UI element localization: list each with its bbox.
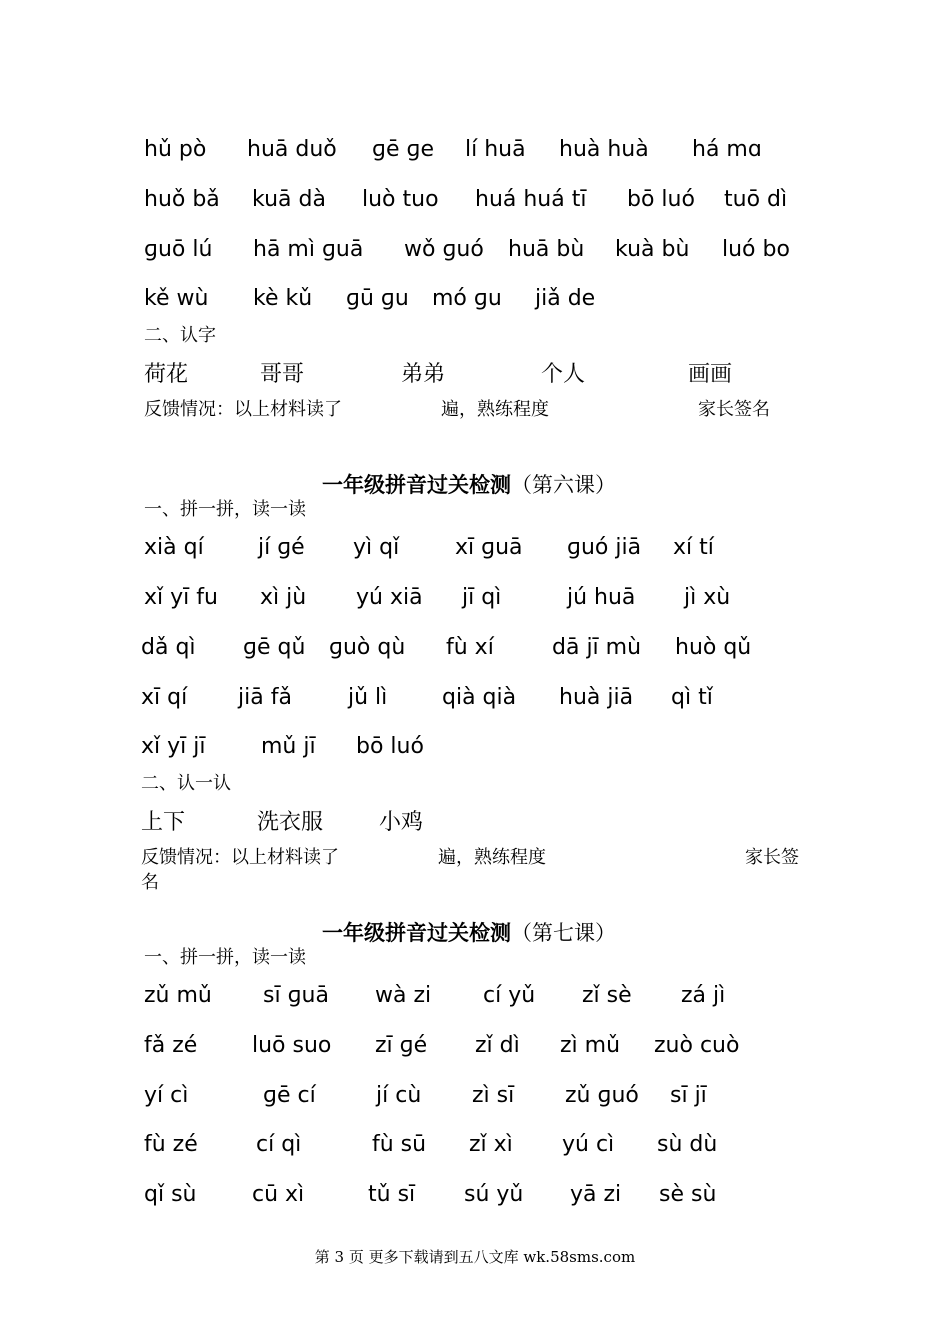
pinyin-word: cí yǔ: [483, 983, 536, 1008]
pinyin-word: xǐ yī jī: [141, 734, 206, 759]
pinyin-word: ɡuò qù: [329, 635, 406, 660]
pinyin-word: yú xiā: [356, 585, 423, 610]
pinyin-word: zǐ sè: [582, 983, 632, 1008]
pinyin-word: jì xù: [684, 585, 731, 610]
pinyin-word: xí tí: [673, 535, 714, 560]
pinyin-row: [0, 186, 950, 226]
pinyin-word: lí huā: [465, 137, 526, 162]
pinyin-word: tuō dì: [724, 187, 788, 212]
pinyin-word: jú huā: [567, 585, 636, 610]
lesson-title: [322, 472, 616, 498]
pinyin-word: bō luó: [356, 734, 424, 759]
feedback-text: 遍，熟练程度: [438, 847, 546, 868]
section-heading: 二、认一认: [141, 773, 231, 794]
pinyin-word: huá huá tī: [475, 187, 587, 212]
pinyin-word: zī ɡé: [375, 1033, 428, 1058]
lesson-title-main: 一年级拼音过关检测: [322, 472, 511, 497]
pinyin-row: [0, 634, 950, 674]
pinyin-word: fù xí: [446, 635, 494, 660]
pinyin-word: zǐ dì: [475, 1033, 520, 1058]
pinyin-word: xì jù: [260, 585, 307, 610]
pinyin-word: huā duǒ: [247, 137, 337, 162]
character-word: 上下: [141, 810, 186, 835]
pinyin-word: fǎ zé: [144, 1033, 198, 1058]
pinyin-word: dā jī mù: [552, 635, 642, 660]
pinyin-row: [0, 236, 950, 276]
pinyin-row: [0, 584, 950, 624]
pinyin-word: sī jī: [670, 1083, 707, 1108]
pinyin-word: yí cì: [144, 1083, 189, 1108]
pinyin-word: zuò cuò: [654, 1033, 740, 1058]
pinyin-word: dǎ qì: [141, 635, 196, 660]
pinyin-word: mǔ jī: [261, 734, 316, 759]
pinyin-word: zǐ xì: [469, 1132, 513, 1157]
pinyin-word: fù sū: [372, 1132, 427, 1157]
pinyin-word: hā mì ɡuā: [253, 237, 364, 262]
pinyin-word: huā bù: [508, 237, 585, 262]
pinyin-word: luō suo: [252, 1033, 332, 1058]
pinyin-word: ɡuó jiā: [567, 535, 642, 560]
pinyin-word: yì qǐ: [353, 535, 400, 560]
pinyin-word: yú cì: [562, 1132, 615, 1157]
pinyin-word: ɡuō lú: [144, 237, 213, 262]
pinyin-row: [0, 285, 950, 325]
parent-signature-label: 家长签名: [698, 399, 770, 420]
pinyin-word: há mɑ: [692, 137, 762, 162]
pinyin-word: zá jì: [681, 983, 726, 1008]
pinyin-word: ɡē cí: [263, 1083, 316, 1108]
section-heading: 二、认字: [144, 325, 216, 346]
pinyin-word: kuā dà: [252, 187, 326, 212]
pinyin-row: [0, 136, 950, 176]
pinyin-word: zì sī: [472, 1083, 515, 1108]
pinyin-word: wǒ ɡuó: [404, 237, 484, 262]
pinyin-word: luó bo: [722, 237, 790, 262]
pinyin-word: huà huà: [559, 137, 649, 162]
pinyin-row: [0, 684, 950, 724]
pinyin-word: jí cù: [376, 1083, 422, 1108]
pinyin-word: ɡē qǔ: [243, 635, 306, 660]
pinyin-word: kè kǔ: [253, 286, 313, 311]
character-word: 小鸡: [379, 810, 424, 835]
character-word: 弟弟: [401, 362, 446, 387]
lesson-title-main: 一年级拼音过关检测: [322, 920, 511, 945]
pinyin-word: jī qì: [462, 585, 502, 610]
pinyin-word: cí qì: [256, 1132, 302, 1157]
pinyin-row: [0, 1032, 950, 1072]
pinyin-word: sī ɡuā: [263, 983, 329, 1008]
pinyin-word: zǔ mǔ: [144, 983, 212, 1008]
lesson-title-number: （第六课）: [511, 473, 616, 497]
pinyin-word: luò tuo: [362, 187, 439, 212]
pinyin-word: qià qià: [442, 685, 517, 710]
pinyin-word: qǐ sù: [144, 1182, 197, 1207]
pinyin-word: jí ɡé: [258, 535, 305, 560]
parent-signature-label: 家长签: [745, 847, 799, 868]
feedback-text: 遍，熟练程度: [441, 399, 549, 420]
character-word: 个人: [541, 362, 586, 387]
pinyin-word: tǔ sī: [368, 1182, 416, 1207]
pinyin-word: sù dù: [657, 1132, 718, 1157]
pinyin-row: [0, 1082, 950, 1122]
pinyin-word: mó ɡu: [432, 286, 502, 311]
pinyin-word: xī ɡuā: [455, 535, 523, 560]
pinyin-word: kě wù: [144, 286, 209, 311]
pinyin-word: kuà bù: [615, 237, 690, 262]
feedback-text: 反馈情况：以上材料读了: [144, 399, 342, 420]
pinyin-row: [0, 733, 950, 773]
pinyin-word: jǔ lì: [348, 685, 388, 710]
pinyin-word: hǔ pò: [144, 137, 207, 162]
character-word: 洗衣服: [257, 810, 324, 835]
feedback-text: 反馈情况：以上材料读了: [141, 847, 339, 868]
pinyin-word: huò qǔ: [675, 635, 752, 660]
pinyin-row: [0, 1131, 950, 1171]
pinyin-word: jiā fǎ: [238, 685, 292, 710]
pinyin-word: xià qí: [144, 535, 204, 560]
lesson-title-number: （第七课）: [511, 921, 616, 945]
pinyin-word: ɡū ɡu: [346, 286, 409, 311]
pinyin-word: huà jiā: [559, 685, 634, 710]
pinyin-word: zǔ ɡuó: [565, 1083, 639, 1108]
section-heading: 一、拼一拼，读一读: [144, 947, 306, 968]
lesson-title: [322, 920, 616, 946]
pinyin-word: bō luó: [627, 187, 695, 212]
pinyin-row: [0, 534, 950, 574]
pinyin-word: sú yǔ: [464, 1182, 524, 1207]
pinyin-word: fù zé: [144, 1132, 198, 1157]
pinyin-word: xī qí: [141, 685, 188, 710]
pinyin-word: sè sù: [659, 1182, 717, 1207]
pinyin-word: xǐ yī fu: [144, 585, 218, 610]
pinyin-word: wà zi: [375, 983, 432, 1008]
pinyin-word: cū xì: [252, 1182, 305, 1207]
character-word: 画画: [688, 362, 733, 387]
section-heading: 一、拼一拼，读一读: [144, 499, 306, 520]
page-footer: 第 3 页 更多下载请到五八文库 wk.58sms.com: [314, 1248, 636, 1266]
pinyin-word: ɡē ɡe: [372, 137, 434, 162]
character-word: 哥哥: [260, 362, 305, 387]
pinyin-row: [0, 1181, 950, 1221]
pinyin-word: yā zi: [570, 1182, 622, 1207]
character-word: 荷花: [144, 362, 189, 387]
pinyin-row: [0, 982, 950, 1022]
parent-signature-label-continued: 名: [141, 872, 159, 893]
pinyin-word: huǒ bǎ: [144, 187, 220, 212]
pinyin-word: qì tǐ: [671, 685, 713, 710]
pinyin-word: zì mǔ: [560, 1033, 621, 1058]
pinyin-word: jiǎ de: [535, 286, 596, 311]
